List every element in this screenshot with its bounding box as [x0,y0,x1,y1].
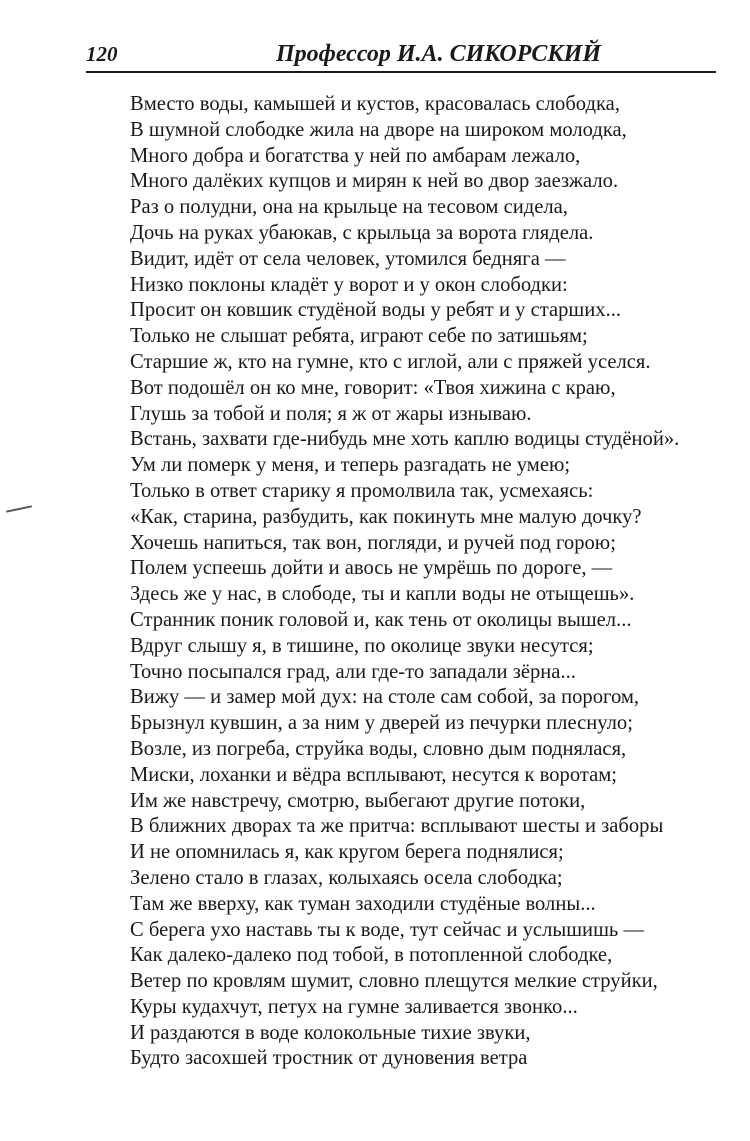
poem-line: Зелено стало в глазах, колыхаясь осела слободка; [130,866,563,889]
poem-line: Вижу — и замер мой дух: на столе сам собой, за порогом, [130,686,640,709]
poem-line: Странник поник головой и, как тень от околицы вышел... [130,608,632,631]
poem-line: Вот подошёл он ко мне, говорит: «Твоя хижина с краю, [130,376,616,399]
poem-line: И не опомнилась я, как кругом берега поднялися; [130,841,564,864]
poem-line: Старшие ж, кто на гумне, кто с иглой, али с пряжей уселся. [130,350,651,373]
poem-line: Много далёких купцов и мирян к ней во двор заезжало. [130,170,619,193]
poem-line: Им же навстречу, смотрю, выбегают другие потоки, [130,789,586,812]
poem-line: Хочешь напиться, так вон, погляди, и ручей под горою; [130,531,616,554]
poem-line: И раздаются в воде колокольные тихие звуки, [130,1021,531,1044]
poem-line: Много добра и богатства у ней по амбарам лежало, [130,144,581,167]
page-header [86,40,716,74]
page-number: 120 [86,42,118,66]
header-rule [86,71,716,73]
poem-text [130,92,720,1072]
running-title: Профессор И.А. СИКОРСКИЙ [276,41,602,67]
poem-line: В ближних дворах та же притча: всплывают шесты и заборы [130,815,664,838]
poem-line: Точно посыпался град, али где-то западали зёрна... [130,660,576,683]
poem-line: Ум ли померк у меня, и теперь разгадать не умею; [130,454,571,477]
poem-line: Будто засохшей тростник от дуновения ветра [130,1047,528,1070]
poem-line: Раз о полудни, она на крыльце на тесовом сидела, [130,196,568,219]
poem-line: Брызнул кувшин, а за ним у дверей из печурки плеснуло; [130,712,633,735]
poem-line: С берега ухо наставь ты к воде, тут сейчас и услышишь — [130,918,645,941]
poem-line: Только в ответ старику я промолвила так, усмехаясь: [130,479,594,502]
poem-line: Только не слышат ребята, играют себе по затишьям; [130,325,588,348]
poem-line: Куры кудахчут, петух на гумне заливается звонко... [130,995,578,1018]
poem-line: Встань, захвати где-нибудь мне хоть каплю водицы студёной». [130,428,680,451]
poem-line: Просит он ковшик студёной воды у ребят и у старших... [130,299,622,322]
margin-pencil-mark [6,505,32,512]
poem-line: Там же вверху, как туман заходили студёные волны... [130,892,596,915]
poem-line: Дочь на руках убаюкав, с крыльца за ворота глядела. [130,221,594,244]
poem-line: Полем успеешь дойти и авось не умрёшь по дороге, — [130,557,613,580]
poem-line: «Как, старина, разбудить, как покинуть мне малую дочку? [130,505,642,528]
poem-line: Как далеко-далеко под тобой, в потопленной слободке, [130,944,613,967]
poem-line: Ветер по кровлям шумит, словно плещутся мелкие струйки, [130,970,658,993]
poem-line: Вместо воды, камышей и кустов, красовалась слободка, [130,93,620,115]
poem-line: Возле, из погреба, струйка воды, словно дым поднялася, [130,737,627,760]
poem-line: Низко поклоны кладёт у ворот и у окон слободки: [130,273,568,296]
poem-line: Видит, идёт от села человек, утомился бедняга — [130,247,566,270]
poem-line: Миски, лоханки и вёдра всплывают, несутся к воротам; [130,763,617,786]
poem-line: В шумной слободке жила на дворе на широком молодка, [130,118,627,141]
poem-line: Вдруг слышу я, в тишине, по околице звуки несутся; [130,634,594,657]
poem-line: Здесь же у нас, в слободе, ты и капли воды не отыщешь». [130,583,635,606]
poem-line: Глушь за тобой и поля; я ж от жары изнываю. [130,402,532,425]
